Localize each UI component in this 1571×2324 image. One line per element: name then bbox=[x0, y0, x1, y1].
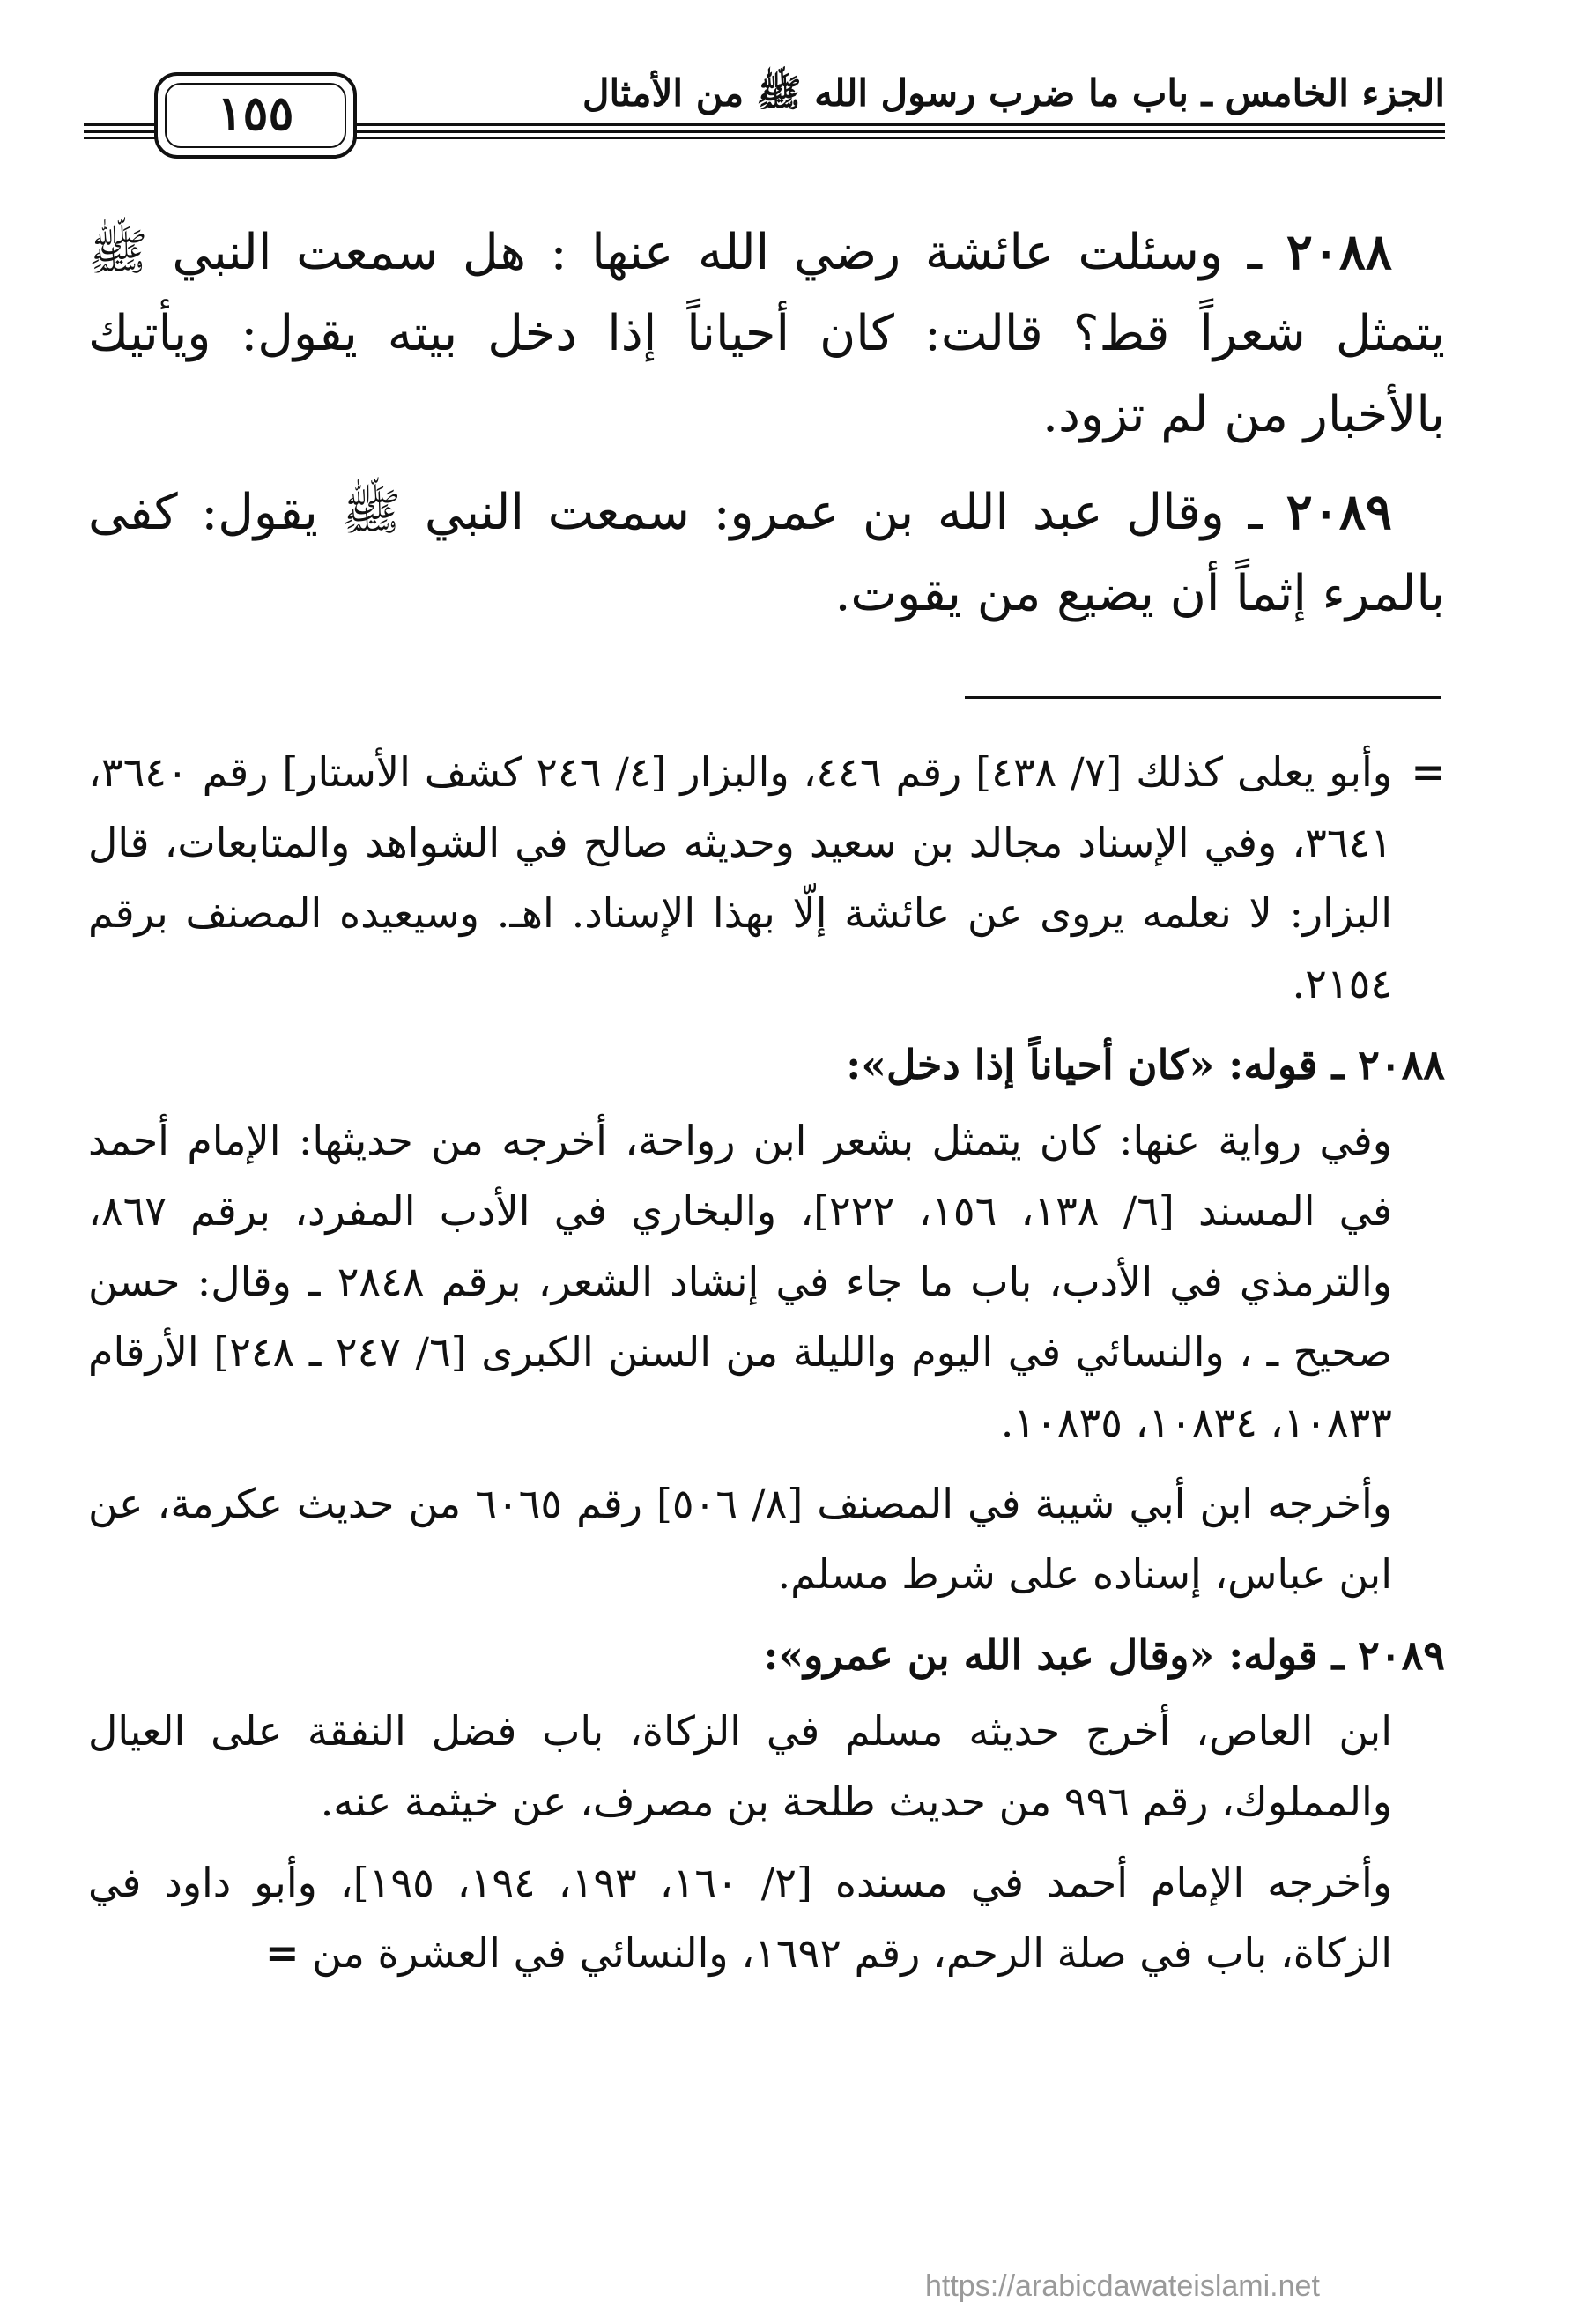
footnote-continued bbox=[88, 737, 1445, 1019]
footnotes bbox=[88, 737, 1445, 1999]
footnote-text: وأبو يعلى كذلك [٧/ ٤٣٨] رقم ٤٤٦، والبزار [٤/ ٢٤٦ كشف الأستار] رقم ٣٦٤٠، ٣٦٤١، وفي الإسناد مجالد بن سعيد وحديثه صالح في الشواهد والمتابعات، قال البزار: لا نعلمه يروى عن عائشة إلّا بهذا الإسناد. اهـ. وسيعيده المصنف برقم ٢١٥٤. bbox=[88, 748, 1392, 1007]
continuation-mark: = bbox=[1411, 748, 1445, 796]
hadith-number: ٢٠٨٨ bbox=[1286, 223, 1392, 281]
footnote-separator bbox=[965, 696, 1441, 699]
main-text bbox=[88, 212, 1445, 650]
page-number-frame bbox=[154, 72, 357, 159]
footnote-paragraph-last bbox=[88, 1847, 1445, 1988]
footnote-paragraph: ابن العاص، أخرج حديثه مسلم في الزكاة، باب فضل النفقة على العيال والمملوك، رقم ٩٩٦ من حديث طلحة بن مصرف، عن خيثمة عنه. bbox=[88, 1707, 1392, 1825]
continuation-mark-end: = bbox=[265, 1929, 300, 1977]
hadith-number: ٢٠٨٩ bbox=[1286, 483, 1392, 541]
footnote-paragraph: وأخرجه ابن أبي شيبة في المصنف [٨/ ٥٠٦] رقم ٦٠٦٥ من حديث عكرمة، عن ابن عباس، إسناده على شرط مسلم. bbox=[88, 1480, 1393, 1598]
hadith-2088 bbox=[88, 212, 1445, 456]
page-number: ١٥٥ bbox=[217, 85, 294, 141]
footnote-text: وأخرجه الإمام أحمد في مسنده [٢/ ١٦٠، ١٩٣، ١٩٤، ١٩٥]، وأبو داود في الزكاة، باب في صلة الرحم، رقم ١٦٩٢، والنسائي في العشرة من bbox=[88, 1859, 1393, 1977]
hadith-text: ـ وقال عبد الله بن عمرو: سمعت النبي ﷺ يقول: كفى بالمرء إثماً أن يضيع من يقوت. bbox=[88, 484, 1445, 622]
footnote-paragraph: وفي رواية عنها: كان يتمثل بشعر ابن رواحة، أخرجه من حديثها: الإمام أحمد في المسند [٦/ ١٣٨، ١٥٦، ٢٢٢]، والبخاري في الأدب المفرد، برقم ٨٦٧، والترمذي في الأدب، باب ما جاء في إنشاد الشعر، برقم ٢٨٤٨ ـ وقال: حسن صحيح ـ ، والنسائي في اليوم والليلة من السنن الكبرى [٦/ ٢٤٧ ـ ٢٤٨] الأرقام ١٠٨٣٣، ١٠٨٣٤، ١٠٨٣٥. bbox=[88, 1117, 1393, 1446]
hadith-text: ـ وسئلت عائشة رضي الله عنها : هل سمعت النبي ﷺ يتمثل شعراً قط؟ قالت: كان أحياناً إذا دخل بيته يقول: ويأتيك بالأخبار من لم تزود. bbox=[88, 224, 1446, 443]
hadith-2089 bbox=[88, 471, 1445, 635]
footnote-heading-2088: ٢٠٨٨ ـ قوله: «كان أحياناً إذا دخل»: bbox=[846, 1041, 1445, 1088]
page-header bbox=[84, 53, 1445, 159]
watermark-url: https://arabicdawateislami.net bbox=[925, 2269, 1320, 2303]
running-title: الجزء الخامس ـ باب ما ضرب رسول الله ﷺ من الأمثال bbox=[582, 71, 1445, 115]
footnote-heading-2089: ٢٠٨٩ ـ قوله: «وقال عبد الله بن عمرو»: bbox=[763, 1631, 1445, 1679]
